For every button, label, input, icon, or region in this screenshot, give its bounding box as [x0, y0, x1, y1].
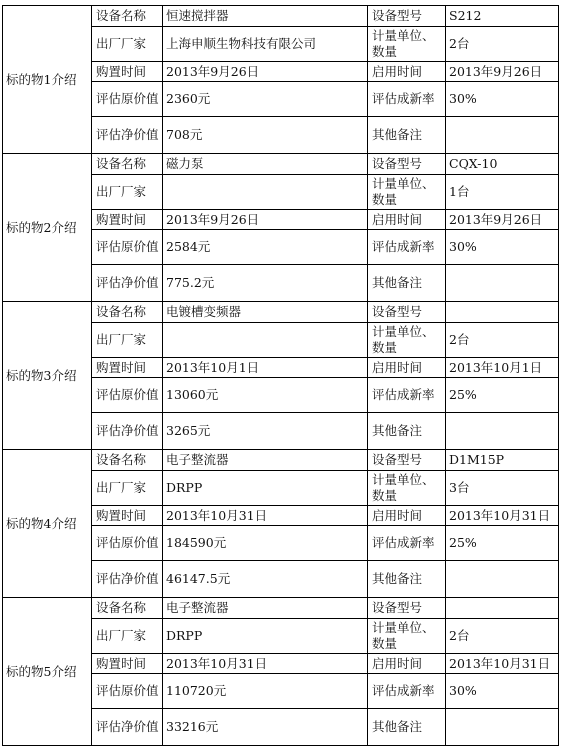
enable-date-label: 启用时间	[368, 506, 446, 526]
unit-quantity-value: 2台	[446, 619, 559, 654]
purchase-date-value: 2013年9月26日	[163, 62, 368, 82]
remarks-label: 其他备注	[368, 709, 446, 746]
equipment-name-label: 设备名称	[92, 6, 163, 27]
unit-quantity-label: 计量单位、数量	[368, 175, 446, 210]
equipment-table	[2, 5, 559, 746]
equipment-model-value: D1M15P	[446, 450, 559, 471]
table-row	[3, 450, 559, 471]
equipment-name-value: 恒速搅拌器	[163, 6, 368, 27]
net-value-value: 3265元	[163, 413, 368, 450]
purchase-date-label: 购置时间	[92, 62, 163, 82]
net-value-label: 评估净价值	[92, 265, 163, 302]
equipment-name-label: 设备名称	[92, 154, 163, 175]
original-value-label: 评估原价值	[92, 526, 163, 561]
remarks-value	[446, 561, 559, 598]
newness-rate-value: 30%	[446, 230, 559, 265]
table-row	[3, 6, 559, 27]
net-value-label: 评估净价值	[92, 117, 163, 154]
equipment-name-label: 设备名称	[92, 302, 163, 323]
newness-rate-label: 评估成新率	[368, 230, 446, 265]
purchase-date-value: 2013年10月1日	[163, 358, 368, 378]
purchase-date-value: 2013年10月31日	[163, 654, 368, 674]
newness-rate-label: 评估成新率	[368, 378, 446, 413]
original-value-label: 评估原价值	[92, 674, 163, 709]
equipment-model-label: 设备型号	[368, 598, 446, 619]
unit-quantity-value: 2台	[446, 27, 559, 62]
original-value-value: 110720元	[163, 674, 368, 709]
section-title: 标的物3介绍	[3, 302, 92, 450]
enable-date-value: 2013年9月26日	[446, 210, 559, 230]
manufacturer-value	[163, 175, 368, 210]
original-value-value: 2360元	[163, 82, 368, 117]
equipment-model-value: CQX-10	[446, 154, 559, 175]
newness-rate-value: 25%	[446, 378, 559, 413]
manufacturer-value: DRPP	[163, 619, 368, 654]
net-value-label: 评估净价值	[92, 413, 163, 450]
enable-date-value: 2013年9月26日	[446, 62, 559, 82]
remarks-label: 其他备注	[368, 265, 446, 302]
table-row	[3, 302, 559, 323]
purchase-date-label: 购置时间	[92, 358, 163, 378]
equipment-name-label: 设备名称	[92, 598, 163, 619]
remarks-label: 其他备注	[368, 413, 446, 450]
original-value-value: 13060元	[163, 378, 368, 413]
unit-quantity-label: 计量单位、数量	[368, 27, 446, 62]
section-title: 标的物5介绍	[3, 598, 92, 746]
equipment-model-value	[446, 598, 559, 619]
manufacturer-value: DRPP	[163, 471, 368, 506]
newness-rate-value: 30%	[446, 82, 559, 117]
purchase-date-label: 购置时间	[92, 654, 163, 674]
purchase-date-label: 购置时间	[92, 210, 163, 230]
remarks-value	[446, 413, 559, 450]
equipment-name-value: 电子整流器	[163, 450, 368, 471]
manufacturer-label: 出厂厂家	[92, 323, 163, 358]
enable-date-label: 启用时间	[368, 358, 446, 378]
original-value-value: 2584元	[163, 230, 368, 265]
remarks-value	[446, 265, 559, 302]
table-row	[3, 154, 559, 175]
manufacturer-label: 出厂厂家	[92, 175, 163, 210]
newness-rate-value: 30%	[446, 674, 559, 709]
unit-quantity-label: 计量单位、数量	[368, 323, 446, 358]
remarks-value	[446, 117, 559, 154]
manufacturer-label: 出厂厂家	[92, 471, 163, 506]
net-value-value: 775.2元	[163, 265, 368, 302]
newness-rate-label: 评估成新率	[368, 526, 446, 561]
equipment-name-value: 电子整流器	[163, 598, 368, 619]
net-value-label: 评估净价值	[92, 709, 163, 746]
remarks-label: 其他备注	[368, 117, 446, 154]
equipment-table-body	[3, 6, 559, 746]
purchase-date-label: 购置时间	[92, 506, 163, 526]
section-title: 标的物1介绍	[3, 6, 92, 154]
unit-quantity-value: 3台	[446, 471, 559, 506]
net-value-value: 708元	[163, 117, 368, 154]
original-value-label: 评估原价值	[92, 230, 163, 265]
table-row	[3, 598, 559, 619]
unit-quantity-label: 计量单位、数量	[368, 471, 446, 506]
original-value-label: 评估原价值	[92, 378, 163, 413]
manufacturer-value	[163, 323, 368, 358]
equipment-model-label: 设备型号	[368, 154, 446, 175]
purchase-date-value: 2013年9月26日	[163, 210, 368, 230]
enable-date-value: 2013年10月1日	[446, 358, 559, 378]
unit-quantity-label: 计量单位、数量	[368, 619, 446, 654]
net-value-value: 33216元	[163, 709, 368, 746]
net-value-value: 46147.5元	[163, 561, 368, 598]
unit-quantity-value: 1台	[446, 175, 559, 210]
enable-date-label: 启用时间	[368, 62, 446, 82]
equipment-model-label: 设备型号	[368, 450, 446, 471]
purchase-date-value: 2013年10月31日	[163, 506, 368, 526]
enable-date-label: 启用时间	[368, 210, 446, 230]
manufacturer-label: 出厂厂家	[92, 27, 163, 62]
remarks-value	[446, 709, 559, 746]
newness-rate-label: 评估成新率	[368, 82, 446, 117]
enable-date-value: 2013年10月31日	[446, 654, 559, 674]
unit-quantity-value: 2台	[446, 323, 559, 358]
equipment-name-value: 磁力泵	[163, 154, 368, 175]
equipment-model-value	[446, 302, 559, 323]
equipment-model-label: 设备型号	[368, 302, 446, 323]
remarks-label: 其他备注	[368, 561, 446, 598]
equipment-name-label: 设备名称	[92, 450, 163, 471]
original-value-label: 评估原价值	[92, 82, 163, 117]
original-value-value: 184590元	[163, 526, 368, 561]
equipment-name-value: 电镀槽变频器	[163, 302, 368, 323]
section-title: 标的物4介绍	[3, 450, 92, 598]
newness-rate-value: 25%	[446, 526, 559, 561]
equipment-model-value: S212	[446, 6, 559, 27]
manufacturer-label: 出厂厂家	[92, 619, 163, 654]
net-value-label: 评估净价值	[92, 561, 163, 598]
enable-date-label: 启用时间	[368, 654, 446, 674]
manufacturer-value: 上海申顺生物科技有限公司	[163, 27, 368, 62]
section-title: 标的物2介绍	[3, 154, 92, 302]
equipment-model-label: 设备型号	[368, 6, 446, 27]
newness-rate-label: 评估成新率	[368, 674, 446, 709]
enable-date-value: 2013年10月31日	[446, 506, 559, 526]
